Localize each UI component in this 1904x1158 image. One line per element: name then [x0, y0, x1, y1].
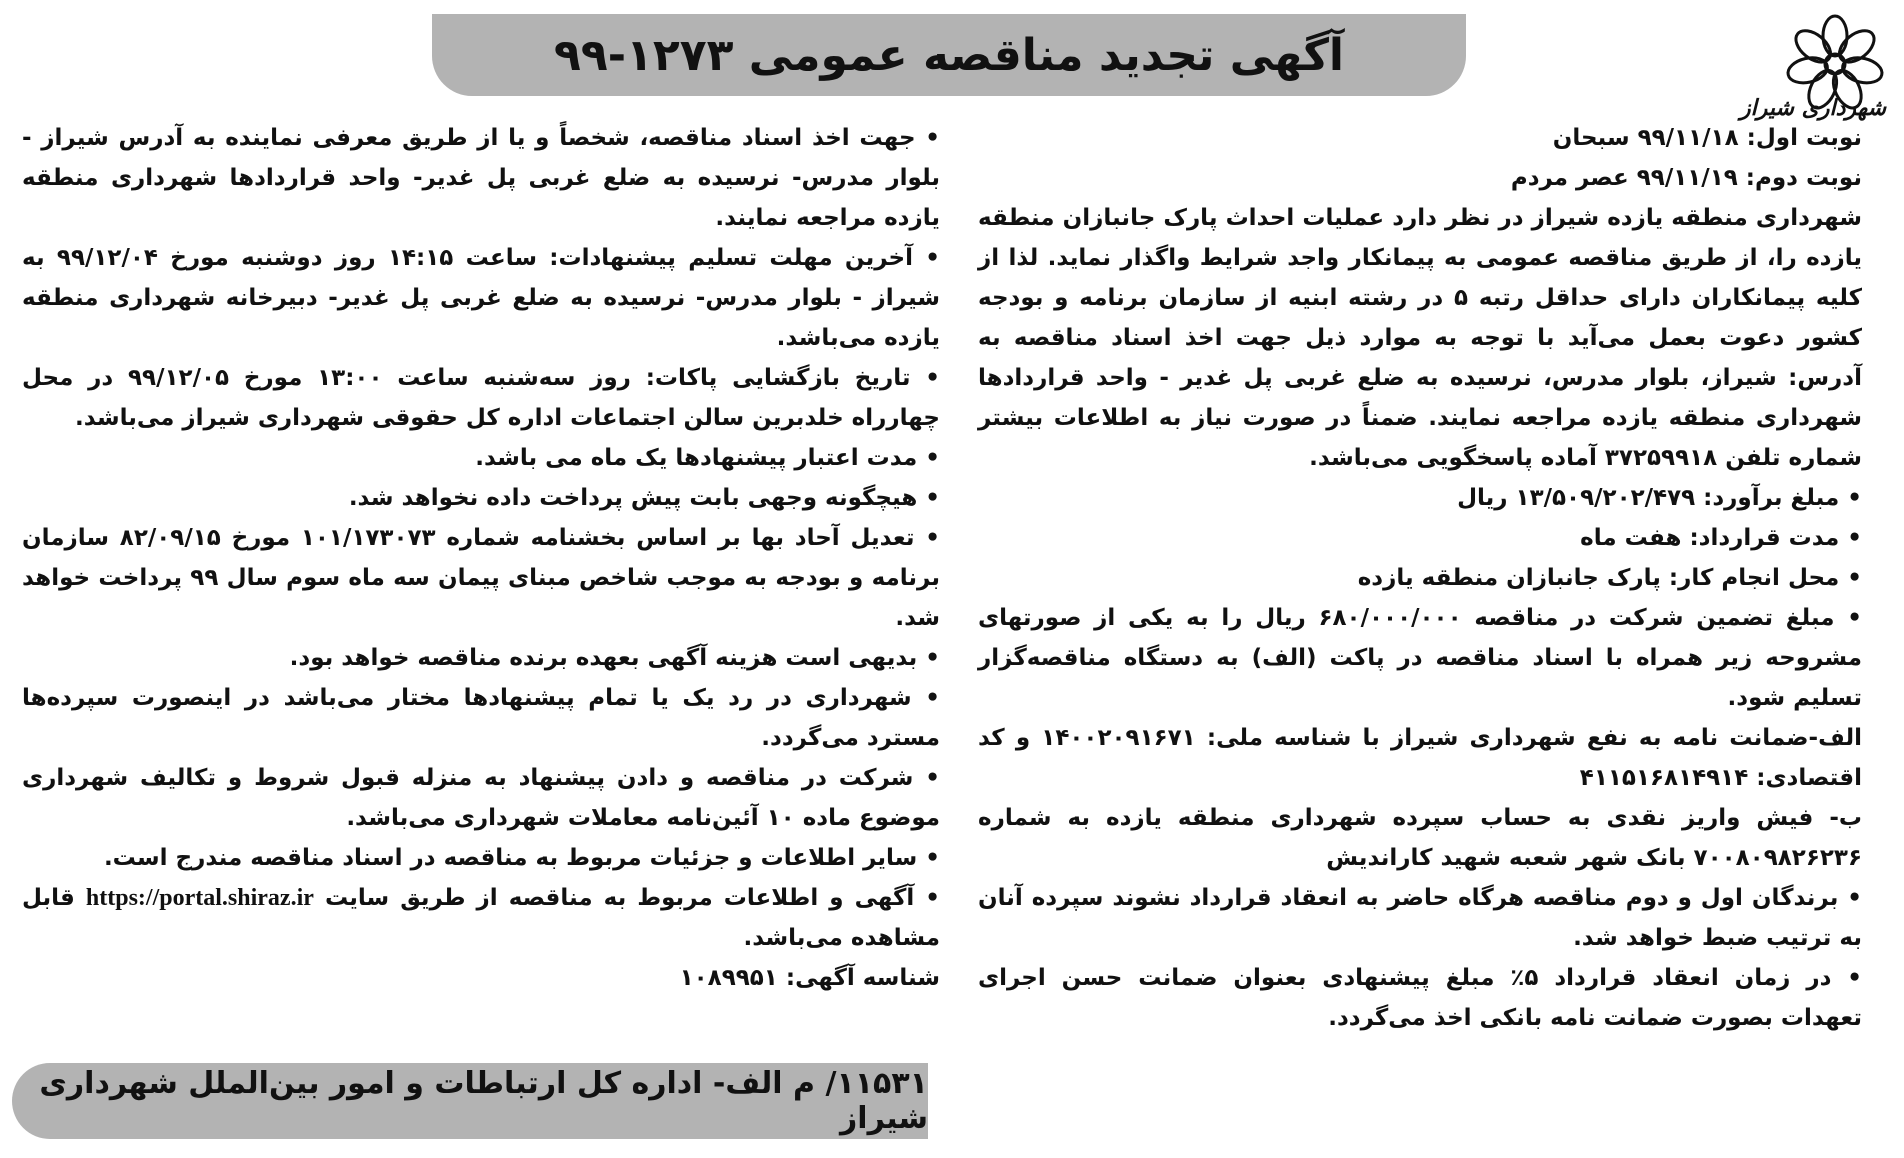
intro-paragraph: شهرداری منطقه یازده شیراز در نظر دارد عملیات احداث پارک جانبازان منطقه یازده را، از طریق مناقصه عمومی به پیمانکار واجد شرایط واگذار نماید. لذا از کلیه پیمانکاران دارای حداقل رتبه ۵ در رشته ابنیه از سازمان برنامه و بودجه کشور دعوت بعمل می‌آید با توجه به موارد ذیل جهت اخذ اسناد مناقصه به آدرس: شیراز، بلوار مدرس، نرسیده به ضلع غربی پل غدیر - واحد قراردادها شهرداری منطقه یازده مراجعه نمایند. ضمناً در صورت نیاز به اطلاعات بیشتر شماره تلفن ۳۷۲۵۹۹۱۸ آماده پاسخگویی می‌باشد.: [978, 205, 1863, 471]
document-collection: • جهت اخذ اسناد مناقصه، شخصاً و یا از طریق معرفی نماینده به آدرس شیراز - بلوار مدرس- نرسیده به ضلع غربی پل غدیر- واحد قراردادها شهرداری منطقه یازده مراجعه نمایند.: [22, 125, 940, 231]
footer-credit: ۱۱۵۳۱/ م الف- اداره کل ارتباطات و امور بین‌الملل شهرداری شیراز: [12, 1063, 928, 1139]
website-line: [22, 878, 940, 958]
guarantee-option-a: الف-ضمانت نامه به نفع شهرداری شیراز با شناسه ملی: ۱۴۰۰۲۰۹۱۶۷۱ و کد اقتصادی: ۴۱۱۵۱۶۸۱۴۹۱۴: [978, 725, 1862, 791]
estimated-amount: • مبلغ برآورد: ۱۳/۵۰۹/۲۰۲/۴۷۹ ریال: [1457, 485, 1862, 511]
ad-id: شناسه آگهی: ۱۰۸۹۹۵۱: [679, 965, 940, 991]
left-column: [22, 118, 940, 998]
website-link[interactable]: https://portal.shiraz.ir: [85, 885, 314, 911]
logo-text: شهرداری شیراز: [1740, 96, 1887, 121]
municipality-logo: [1740, 14, 1890, 124]
no-prepayment: • هیچگونه وجهی بابت پیش پرداخت داده نخواهد شد.: [348, 485, 940, 511]
validity-period: • مدت اعتبار پیشنهادها یک ماه می باشد.: [475, 445, 940, 471]
opening-date: • تاریخ بازگشایی پاکات: روز سه‌شنبه ساعت ۱۳:۰۰ مورخ ۹۹/۱۲/۰۵ در محل چهارراه خلدبرین سالن اجتماعات اداره کل حقوقی شهرداری شیراز می‌باشد.: [22, 365, 940, 431]
other-info: • سایر اطلاعات و جزئیات مربوط به مناقصه در اسناد مناقصه مندرج است.: [103, 845, 940, 871]
guarantee-amount: • مبلغ تضمین شرکت در مناقصه ۶۸۰/۰۰۰/۰۰۰ ریال را به یکی از صورتهای مشروحه زیر همراه با اسناد مناقصه در پاکت (الف) به دستگاه مناقصه‌گزار تسلیم شود.: [978, 605, 1862, 711]
first-publication: نوبت اول: ۹۹/۱۱/۱۸ سبحان: [1552, 125, 1862, 151]
submission-deadline: • آخرین مهلت تسلیم پیشنهادات: ساعت ۱۴:۱۵ روز دوشنبه مورخ ۹۹/۱۲/۰۴ به شیراز - بلوار مدرس- نرسیده به ضلع غربی پل غدیر- دبیرخانه شهرداری منطقه یازده می‌باشد.: [22, 245, 941, 351]
second-publication: نوبت دوم: ۹۹/۱۱/۱۹ عصر مردم: [1510, 165, 1862, 191]
contract-duration: • مدت قرارداد: هفت ماه: [1580, 525, 1862, 551]
notice-title: آگهی تجدید مناقصه عمومی ۱۲۷۳-۹۹: [432, 14, 1466, 96]
right-column: [978, 118, 1862, 1038]
work-location: • محل انجام کار: پارک جانبازان منطقه یازده: [1357, 565, 1862, 591]
ad-cost-note: • بدیهی است هزینه آگهی بعهده برنده مناقصه خواهد بود.: [289, 645, 940, 671]
website-suffix: قابل مشاهده می‌باشد.: [22, 885, 940, 951]
rejection-right: • شهرداری در رد یک یا تمام پیشنهادها مختار می‌باشد در اینصورت سپرده‌ها مسترد می‌گردد.: [22, 685, 940, 751]
website-prefix: • آگهی و اطلاعات مربوط به مناقصه از طریق سایت: [324, 885, 940, 911]
acceptance-of-terms: • شرکت در مناقصه و دادن پیشنهاد به منزله قبول شروط و تکالیف شهرداری موضوع ماده ۱۰ آئین‌نامه معاملات شهرداری می‌باشد.: [22, 765, 940, 831]
performance-guarantee-note: • در زمان انعقاد قرارداد ۵٪ مبلغ پیشنهادی بعنوان ضمانت حسن اجرای تعهدات بصورت ضمانت نامه بانکی اخذ می‌گردد.: [978, 965, 1862, 1031]
winners-deposit-note: • برندگان اول و دوم مناقصه هرگاه حاضر به انعقاد قرارداد نشوند سپرده آنان به ترتیب ضبط خواهد شد.: [978, 885, 1862, 951]
guarantee-option-b: ب- فیش واریز نقدی به حساب سپرده شهرداری منطقه یازده به شماره ۷۰۰۸۰۹۸۲۶۲۳۶ بانک شهر شعبه شهید کاراندیش: [978, 805, 1862, 871]
price-adjustment: • تعدیل آحاد بها بر اساس بخشنامه شماره ۱۰۱/۱۷۳۰۷۳ مورخ ۸۲/۰۹/۱۵ سازمان برنامه و بودجه به موجب شاخص مبنای پیمان سه ماه سوم سال ۹۹ پرداخت خواهد شد.: [22, 525, 941, 631]
